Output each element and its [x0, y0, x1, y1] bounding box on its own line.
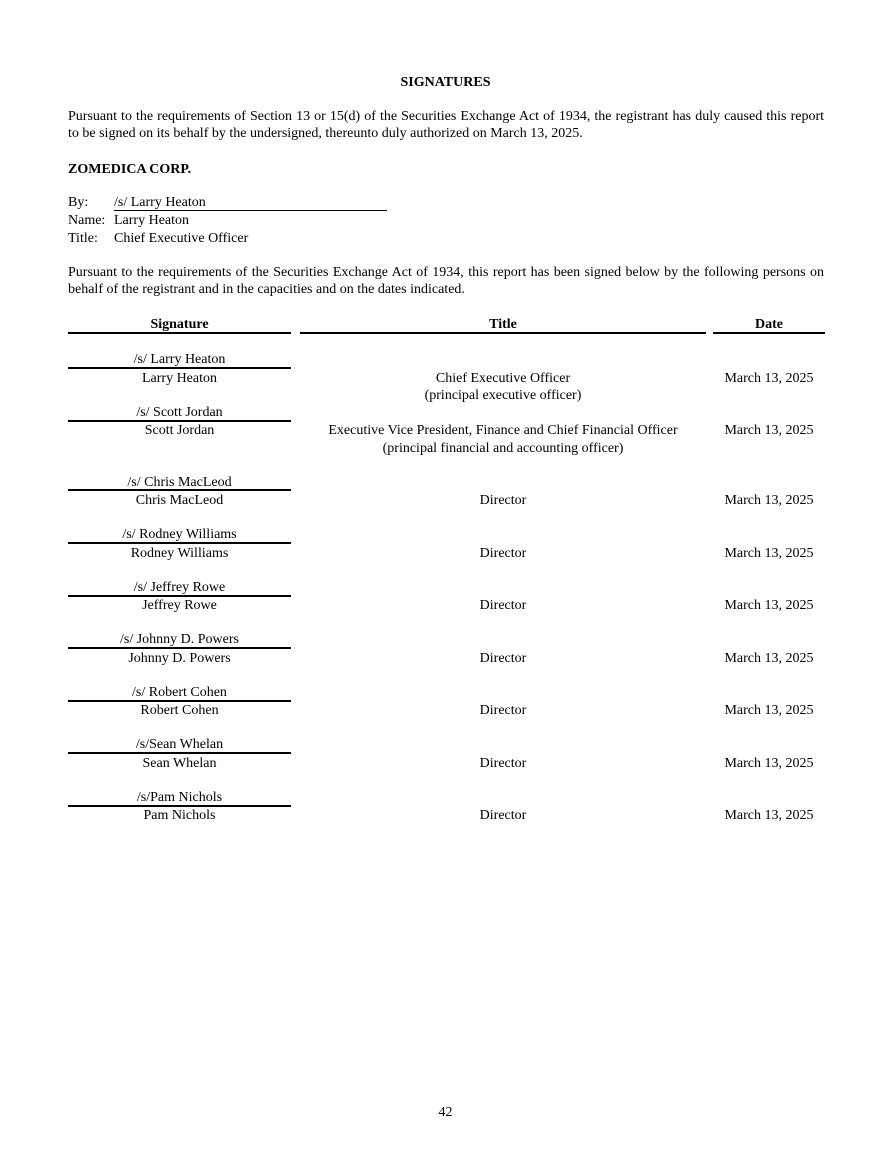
signature-mark: /s/ Johnny D. Powers: [119, 632, 239, 647]
header-rule-title: [300, 332, 706, 334]
company-name: ZOMEDICA CORP.: [68, 162, 192, 177]
signature-date: March 13, 2025: [724, 598, 814, 613]
signature-mark: /s/Sean Whelan: [135, 737, 224, 752]
signature-date: March 13, 2025: [724, 756, 814, 771]
signer-title: Director: [479, 808, 527, 823]
signature-mark: /s/ Larry Heaton: [133, 352, 226, 367]
title-value: Chief Executive Officer: [114, 231, 249, 246]
signer-name: Robert Cohen: [140, 703, 219, 718]
signature-date: March 13, 2025: [724, 546, 814, 561]
signer-title: Director: [479, 493, 527, 508]
signature-mark: /s/Pam Nichols: [136, 790, 223, 805]
signature-mark: /s/ Rodney Williams: [122, 527, 237, 542]
signature-line: [68, 542, 291, 544]
signer-title: Director: [479, 546, 527, 561]
signature-mark: /s/ Robert Cohen: [132, 685, 227, 700]
signature-date: March 13, 2025: [724, 493, 814, 508]
signer-name: Pam Nichols: [143, 808, 216, 823]
signature-line: [68, 489, 291, 491]
intro-paragraph: Pursuant to the requirements of Section 13 or 15(d) of the Securities Exchange Act of 1934, the registrant has duly caused this report to be signed on its behalf by the undersigned, thereunto duly authorized on March 13, 2025.: [68, 109, 824, 141]
signer-name: Larry Heaton: [141, 371, 218, 386]
name-value: Larry Heaton: [114, 213, 190, 228]
signature-mark: /s/ Scott Jordan: [136, 405, 223, 420]
by-signature-line: [114, 210, 387, 211]
title-label: Title:: [68, 231, 98, 246]
page-heading: SIGNATURES: [400, 75, 491, 90]
signer-name: Scott Jordan: [144, 423, 215, 438]
signature-date: March 13, 2025: [724, 371, 814, 386]
signer-name: Johnny D. Powers: [128, 651, 231, 666]
header-rule-signature: [68, 332, 291, 334]
name-label: Name:: [68, 213, 106, 228]
signer-name: Jeffrey Rowe: [142, 598, 217, 613]
signature-line: [68, 647, 291, 649]
signature-line: [68, 752, 291, 754]
signature-mark: /s/ Chris MacLeod: [127, 475, 232, 490]
signature-date: March 13, 2025: [724, 808, 814, 823]
signature-mark: /s/ Jeffrey Rowe: [133, 580, 226, 595]
signature-date: March 13, 2025: [724, 423, 814, 438]
header-date: Date: [755, 317, 783, 332]
signature-date: March 13, 2025: [724, 703, 814, 718]
signer-title: Director: [479, 703, 527, 718]
signer-title: Director: [479, 756, 527, 771]
signer-title: Director: [479, 651, 527, 666]
page-number: 42: [438, 1105, 453, 1120]
signature-line: [68, 367, 291, 369]
signer-title: Executive Vice President, Finance and Chief Financial Officer: [328, 423, 678, 438]
signer-title-note: (principal financial and accounting officer): [382, 441, 624, 456]
signer-name: Chris MacLeod: [135, 493, 224, 508]
signer-name: Sean Whelan: [142, 756, 217, 771]
by-value: /s/ Larry Heaton: [114, 195, 206, 210]
by-label: By:: [68, 195, 89, 210]
header-title: Title: [489, 317, 517, 332]
signer-title: Director: [479, 598, 527, 613]
second-paragraph: Pursuant to the requirements of the Securities Exchange Act of 1934, this report has been signed below by the following persons on behalf of the registrant and in the capacities and on the dates indicated.: [68, 265, 824, 297]
signature-date: March 13, 2025: [724, 651, 814, 666]
signer-name: Rodney Williams: [130, 546, 229, 561]
header-signature: Signature: [150, 317, 209, 332]
header-rule-date: [713, 332, 825, 334]
signer-title-note: (principal executive officer): [424, 388, 582, 403]
signer-title: Chief Executive Officer: [435, 371, 571, 386]
